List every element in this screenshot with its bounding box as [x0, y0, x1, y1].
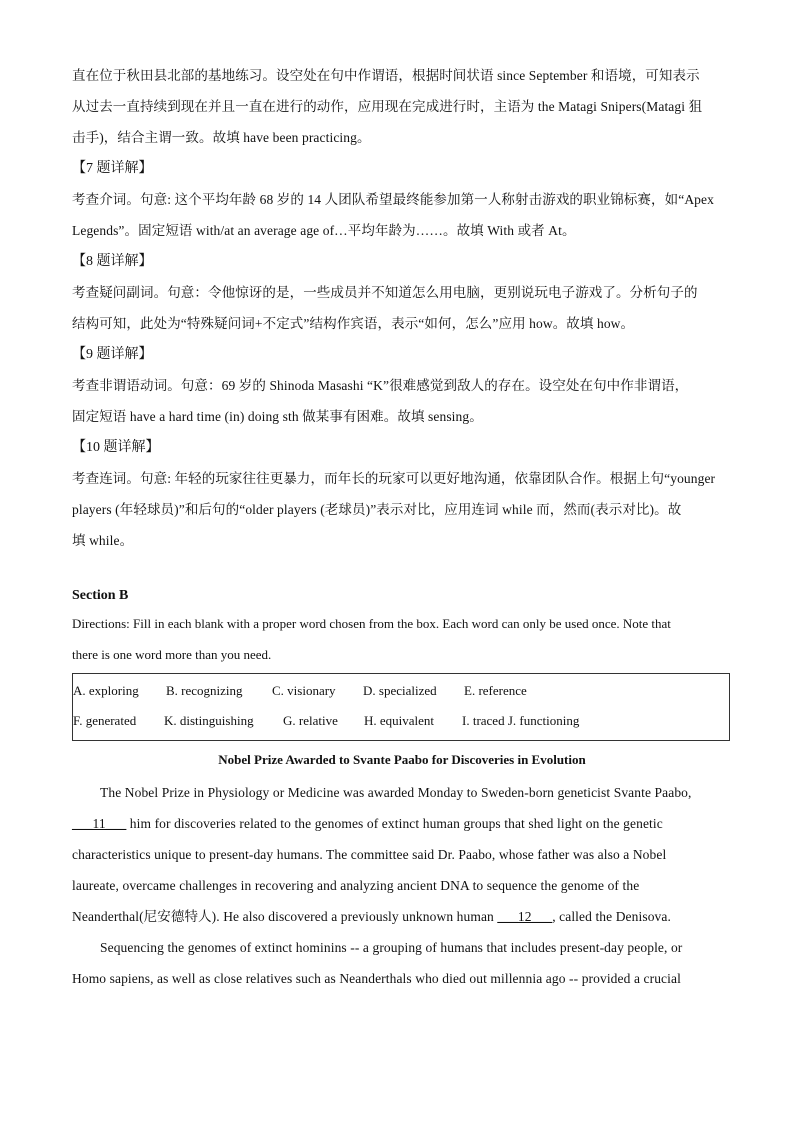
q9-explanation — [72, 339, 732, 432]
word-option: H. equivalent — [364, 713, 435, 728]
text-line: 考查非谓语动词。句意：69 岁的 Shinoda Masashi “K”很难感觉到敌人的存在。设空处在句中作非谓语， — [72, 378, 689, 393]
q10-explanation — [72, 432, 732, 556]
text-line: The Nobel Prize in Physiology or Medicine was awarded Monday to Sweden-born geneticist Svante Paabo, — [100, 785, 692, 800]
text-line: 考查介词。句意: 这个平均年龄 68 岁的 14 人团队希望最终能参加第一人称射击游戏的职业锦标赛，如“Apex — [72, 192, 714, 207]
text-line — [72, 808, 732, 839]
text-line: laureate, overcame challenges in recovering and analyzing ancient DNA to sequence the genome of the — [72, 878, 640, 893]
text-span: , called the Denisova. — [552, 909, 671, 924]
word-option: I. traced J. functioning — [462, 713, 580, 728]
q9-heading: 【9 题详解】 — [72, 347, 153, 362]
word-option: D. specialized — [363, 683, 437, 698]
word-option: C. visionary — [272, 683, 336, 698]
word-option: E. reference — [464, 683, 527, 698]
text-line: players (年轻球员)”和后句的“older players (老球员)”表示对比，应用连词 while 而，然而(表示对比)。故 — [72, 502, 682, 517]
text-line: Legends”。固定短语 with/at an average age of…平均年龄为……。故填 With 或者 At。 — [72, 223, 576, 238]
word-row — [73, 706, 729, 736]
answer-explanation-continued — [72, 60, 732, 153]
word-option: F. generated — [73, 713, 137, 728]
q7-explanation — [72, 153, 732, 246]
blank-11[interactable]: ___11___ — [72, 816, 127, 831]
blank-12[interactable]: ___12___ — [497, 909, 553, 924]
article-title: Nobel Prize Awarded to Svante Paabo for Discoveries in Evolution — [218, 752, 586, 767]
directions-line: Directions: Fill in each blank with a proper word chosen from the box. Each word can only be used once. Note that — [72, 616, 671, 631]
text-line: 从过去一直持续到现在并且一直在进行的动作，应用现在完成进行时，主语为 the Matagi Snipers(Matagi 狙 — [72, 99, 703, 114]
text-line: Sequencing the genomes of extinct hominins -- a grouping of humans that includes present-day people, or — [100, 940, 683, 955]
text-line: 考查疑问副词。句意：令他惊讶的是，一些成员并不知道怎么用电脑，更别说玩电子游戏了。分析句子的 — [72, 285, 698, 300]
word-row — [73, 676, 729, 706]
word-option: G. relative — [283, 713, 338, 728]
text-line: 击手)，结合主谓一致。故填 have been practicing。 — [72, 130, 371, 145]
q8-heading: 【8 题详解】 — [72, 254, 153, 269]
word-box — [72, 673, 730, 741]
text-line: characteristics unique to present-day humans. The committee said Dr. Paabo, whose father was also a Nobel — [72, 847, 667, 862]
text-line: 直在位于秋田县北部的基地练习。设空处在句中作谓语，根据时间状语 since September 和语境，可知表示 — [72, 68, 700, 83]
text-line — [72, 901, 732, 932]
article-body — [72, 777, 732, 994]
word-option: B. recognizing — [166, 683, 243, 698]
directions-line: there is one word more than you need. — [72, 647, 272, 662]
q8-explanation — [72, 246, 732, 339]
q10-heading: 【10 题详解】 — [72, 440, 160, 455]
text-line: Homo sapiens, as well as close relatives such as Neanderthals who died out millennia ago -- provided a crucial — [72, 971, 681, 986]
document-page — [72, 60, 732, 994]
text-line: 填 while。 — [72, 533, 134, 548]
text-line: 固定短语 have a hard time (in) doing sth 做某事有困难。故填 sensing。 — [72, 409, 483, 424]
text-span: him for discoveries related to the genomes of extinct human groups that shed light on the genetic — [126, 816, 663, 831]
text-line: 结构可知，此处为“特殊疑问词+不定式”结构作宾语，表示“如何，怎么”应用 how。故填 how。 — [72, 316, 635, 331]
section-b-title: Section B — [72, 588, 129, 603]
word-option: K. distinguishing — [164, 713, 254, 728]
text-span: Neanderthal(尼安德特人). He also discovered a previously unknown human — [72, 909, 498, 924]
q7-heading: 【7 题详解】 — [72, 161, 153, 176]
text-line: 考查连词。句意: 年轻的玩家往往更暴力，而年长的玩家可以更好地沟通，依靠团队合作。根据上句“younger — [72, 471, 716, 486]
word-option: A. exploring — [73, 683, 139, 698]
